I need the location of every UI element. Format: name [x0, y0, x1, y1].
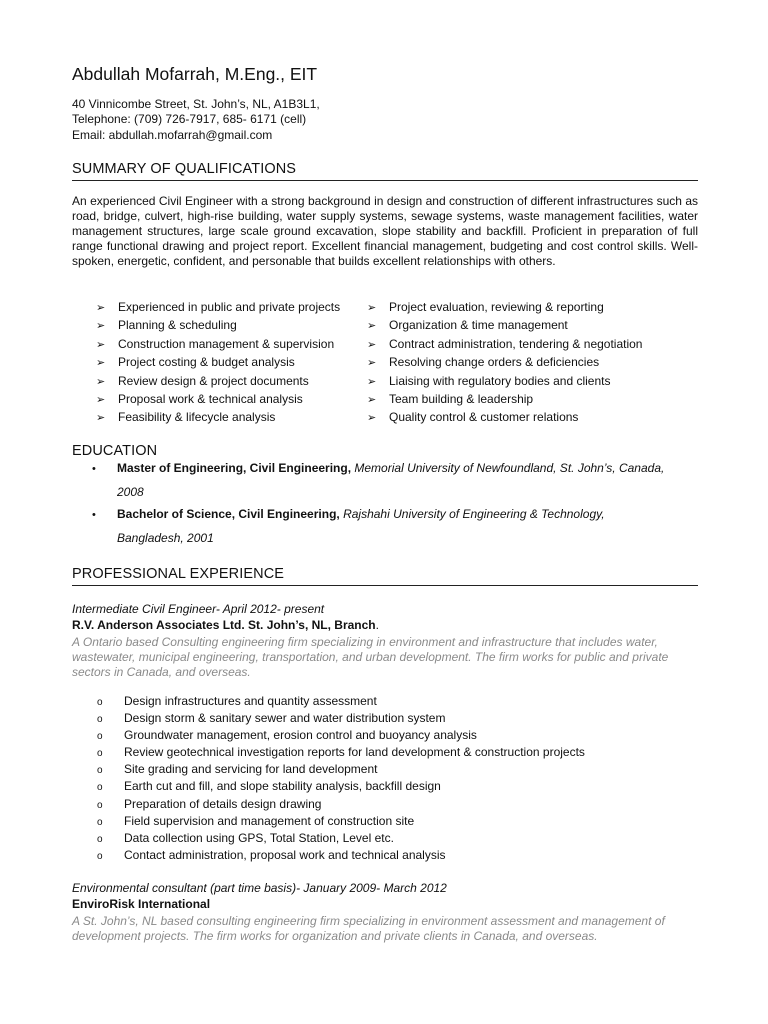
arrow-bullet-icon: ➢ [367, 393, 377, 406]
arrow-bullet-icon: ➢ [96, 338, 106, 351]
institution-name: Memorial University of Newfoundland, St. John’s, Canada, [354, 461, 665, 475]
qualification-item: ➢ Review design & project documents [96, 372, 340, 390]
arrow-bullet-icon: ➢ [96, 302, 106, 314]
contact-email: Email: abdullah.mofarrah@gmail.com [72, 128, 273, 142]
qualification-item: ➢ Project evaluation, reviewing & reporting [367, 298, 642, 316]
task-item: o Preparation of details design drawing [97, 796, 585, 813]
arrow-bullet-icon: ➢ [367, 357, 377, 370]
job-title: Intermediate Civil Engineer- April 2012- present [72, 602, 325, 616]
qualification-item: ➢ Feasibility & lifecycle analysis [96, 408, 340, 426]
arrow-bullet-icon: ➢ [96, 357, 106, 370]
task-item: o Contact administration, proposal work and technical analysis [97, 847, 585, 864]
qualification-item: ➢ Proposal work & technical analysis [96, 390, 340, 408]
circle-bullet-icon: o [97, 714, 103, 726]
task-item: o Design infrastructures and quantity assessment [97, 693, 585, 710]
summary-section-title: SUMMARY OF QUALIFICATIONS [72, 161, 297, 177]
circle-bullet-icon: o [97, 833, 103, 845]
contact-telephone: Telephone: (709) 726-7917, 685- 6171 (cell) [72, 112, 307, 126]
circle-bullet-icon: o [97, 731, 103, 743]
task-item: o Site grading and servicing for land development [97, 761, 585, 778]
qualification-item: ➢ Resolving change orders & deficiencies [367, 353, 642, 371]
qualification-item: ➢ Planning & scheduling [96, 316, 340, 334]
arrow-bullet-icon: ➢ [367, 302, 377, 314]
qualification-item: ➢ Experienced in public and private projects [96, 298, 340, 316]
contact-address: 40 Vinnicombe Street, St. John’s, NL, A1B3L1, [72, 97, 320, 111]
graduation-year: 2008 [117, 485, 144, 499]
arrow-bullet-icon: ➢ [96, 412, 106, 425]
summary-divider [72, 180, 698, 181]
arrow-bullet-icon: ➢ [367, 412, 377, 425]
qualification-item: ➢ Organization & time management [367, 316, 642, 334]
qualification-item: ➢ Construction management & supervision [96, 335, 340, 353]
arrow-bullet-icon: ➢ [367, 375, 377, 388]
degree-name: Bachelor of Science, Civil Engineering, [117, 507, 340, 521]
circle-bullet-icon: o [97, 850, 103, 862]
task-item: o Earth cut and fill, and slope stability analysis, backfill design [97, 778, 585, 795]
arrow-bullet-icon: ➢ [367, 338, 377, 351]
candidate-name: Abdullah Mofarrah, M.Eng., EIT [72, 64, 318, 84]
company-description: A St. John’s, NL based consulting engineering firm specializing in environment assessment and management of development projects. The firm works for organization and private clients in Canada, and overseas. [72, 914, 665, 943]
company-description: A Ontario based Consulting engineering firm specializing in environment and infrastructure that includes water, wastewater, municipal engineering, transportation, and urban development. The firm works for public and private sectors in Canada, and overseas. [72, 635, 669, 679]
circle-bullet-icon: o [97, 748, 103, 760]
company-name: R.V. Anderson Associates Ltd. St. John’s, NL, Branch. [72, 618, 379, 632]
education-section-title: EDUCATION [72, 443, 158, 459]
job-task-list [97, 693, 585, 864]
task-item: o Groundwater management, erosion control and buoyancy analysis [97, 727, 585, 744]
circle-bullet-icon: o [97, 782, 103, 794]
graduation-year: Bangladesh, 2001 [117, 531, 214, 545]
task-item: o Data collection using GPS, Total Station, Level etc. [97, 830, 585, 847]
arrow-bullet-icon: ➢ [367, 320, 377, 333]
bullet-icon: • [92, 463, 96, 475]
institution-name: Rajshahi University of Engineering & Technology, [343, 507, 605, 521]
arrow-bullet-icon: ➢ [96, 320, 106, 333]
arrow-bullet-icon: ➢ [96, 393, 106, 406]
degree-name: Master of Engineering, Civil Engineering, [117, 461, 352, 475]
circle-bullet-icon: o [97, 816, 103, 828]
summary-paragraph: An experienced Civil Engineer with a strong background in design and construction of different infrastructures such as road, bridge, culvert, high-rise building, water supply systems, sewage systems, waste management facilities, water management structures, large scale ground excavation, slope stability and backfill. Proficient in preparation of full range functional drawing and project report. Excellent financial management, budgeting and cost control skills. Well-spoken, energetic, confident, and personable that builds excellent relationships with others. [72, 194, 698, 268]
bullet-icon: • [92, 509, 96, 521]
qualifications-left-list [96, 298, 340, 427]
circle-bullet-icon: o [97, 697, 103, 708]
company-name: EnviroRisk International [72, 897, 211, 911]
arrow-bullet-icon: ➢ [96, 375, 106, 388]
education-entry [92, 502, 697, 550]
qualifications-right-list [367, 298, 642, 427]
task-item: o Review geotechnical investigation reports for land development & construction projects [97, 744, 585, 761]
qualification-item: ➢ Liaising with regulatory bodies and clients [367, 372, 642, 390]
experience-divider [72, 585, 698, 586]
qualification-item: ➢ Project costing & budget analysis [96, 353, 340, 371]
experience-section-title: PROFESSIONAL EXPERIENCE [72, 566, 285, 582]
task-item: o Field supervision and management of construction site [97, 813, 585, 830]
education-entry [92, 456, 697, 504]
qualification-item: ➢ Contract administration, tendering & negotiation [367, 335, 642, 353]
task-item: o Design storm & sanitary sewer and water distribution system [97, 710, 585, 727]
job-title: Environmental consultant (part time basis)- January 2009- March 2012 [72, 881, 447, 895]
circle-bullet-icon: o [97, 765, 103, 777]
circle-bullet-icon: o [97, 799, 103, 811]
qualification-item: ➢ Quality control & customer relations [367, 408, 642, 426]
qualification-item: ➢ Team building & leadership [367, 390, 642, 408]
